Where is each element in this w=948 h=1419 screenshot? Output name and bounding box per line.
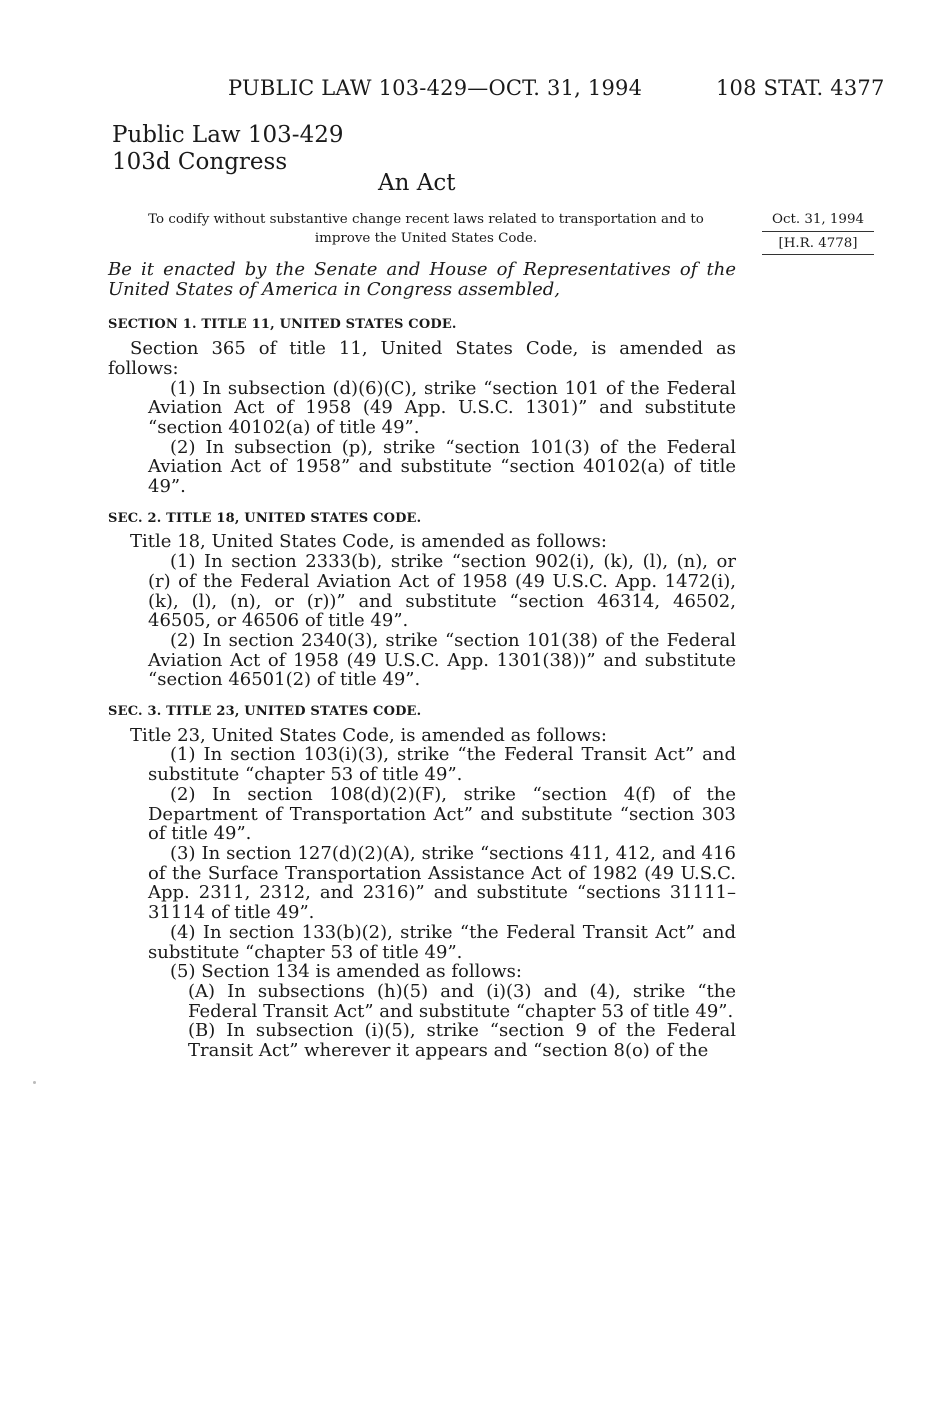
paragraph: (3) In section 127(d)(2)(A), strike “sections 411, 412, and 416 of the Surface Transportation Assistance Act of 1982 (49 U.S.C. App. 2311, 2312, and 2316)” and substitute “sections 31111–31114 of title 49”. (148, 842, 736, 924)
enactment-date: Oct. 31, 1994 (762, 211, 874, 232)
law-identifier (112, 122, 343, 176)
margin-note (762, 211, 874, 255)
section-intro: Section 365 of title 11, United States Code, is amended as follows: (108, 338, 736, 379)
section-2 (108, 509, 736, 690)
enacting-clause: Be it enacted by the Senate and House of Representatives of the United States of America in Congress assembled, (108, 259, 736, 300)
paragraph: (1) In section 103(i)(3), strike “the Federal Transit Act” and substitute “chapter 53 of title 49”. (148, 744, 736, 786)
section-1 (108, 315, 736, 496)
paragraph: (1) In subsection (d)(6)(C), strike “section 101 of the Federal Aviation Act of 1958 (49 App. U.S.C. 1301)” and substitute “section 40102(a) of title 49”. (148, 377, 736, 438)
section-heading: SEC. 2. TITLE 18, UNITED STATES CODE. (108, 510, 422, 526)
section-intro: Title 18, United States Code, is amended as follows: (130, 531, 607, 553)
subparagraph: (B) In subsection (i)(5), strike “section 9 of the Federal Transit Act” wherever it appears and “section 8(o) of the (188, 1020, 736, 1062)
paragraph: (2) In section 108(d)(2)(F), strike “section 4(f) of the Department of Transportation Act” and substitute “section 303 of title 49”. (148, 783, 736, 845)
paragraph: (2) In section 2340(3), strike “section 101(38) of the Federal Aviation Act of 1958 (49 U.S.C. App. 1301(38))” and substitute “section 46501(2) of title 49”. (148, 629, 736, 691)
scan-speck (33, 1081, 36, 1084)
bill-number: [H.R. 4778] (762, 235, 874, 256)
section-heading: SEC. 3. TITLE 23, UNITED STATES CODE. (108, 704, 422, 720)
running-head-citation: PUBLIC LAW 103-429—OCT. 31, 1994 (228, 76, 643, 100)
act-purpose: To codify without substantive change recent laws related to transportation and to improve the United States Code. (148, 212, 704, 246)
paragraph: (4) In section 133(b)(2), strike “the Federal Transit Act” and substitute “chapter 53 of title 49”. (148, 921, 736, 963)
running-head-stat-page: 108 STAT. 4377 (716, 76, 885, 100)
paragraph: (5) Section 134 is amended as follows: (170, 961, 522, 983)
congress-number: 103d Congress (112, 149, 288, 175)
section-heading: SECTION 1. TITLE 11, UNITED STATES CODE. (108, 317, 457, 333)
act-body (108, 260, 736, 1073)
act-title: An Act (378, 170, 456, 196)
paragraph: (1) In section 2333(b), strike “section 902(i), (k), (l), (n), or (r) of the Federal Aviation Act of 1958 (49 U.S.C. App. 1472(i), (k), (l), (n), or (r))” and substitute “section 46314, 46502, 46505, or 46506 of title 49”. (148, 551, 736, 632)
section-intro: Title 23, United States Code, is amended as follows: (130, 724, 607, 746)
public-law-number: Public Law 103-429 (112, 122, 344, 148)
subparagraph: (A) In subsections (h)(5) and (i)(3) and (4), strike “the Federal Transit Act” and substitute “chapter 53 of title 49”. (188, 980, 736, 1022)
paragraph: (2) In subsection (p), strike “section 101(3) of the Federal Aviation Act of 1958” and substitute “section 40102(a) of title 49”. (148, 436, 736, 498)
section-3 (108, 702, 736, 1061)
